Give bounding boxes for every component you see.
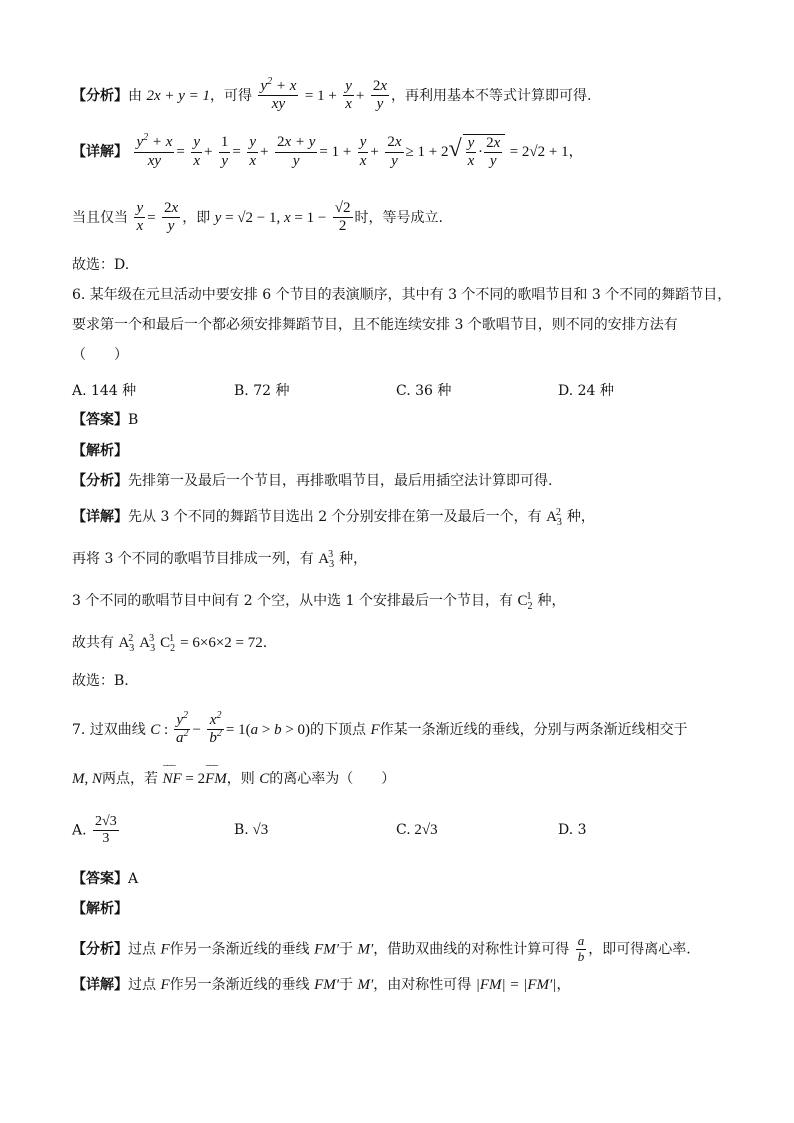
q6-paren: （ ） [72,347,128,363]
analysis-label: 【分析】 [72,87,128,104]
q5-analysis-line: 【分析】由 2x + y = 1，可得 $\frac{y^2 + x}{xy}$ = 1 + $\frac{y}{x}$ + $\frac{2x}{y}$ ，再利用基本不等式计算即可得. [72,76,592,113]
q6-option-a: A. 144 种 [72,383,137,399]
q7-option-a: A. $\frac{2√3}{3}$ [72,814,117,847]
q7-option-d: D. 3 [558,822,587,838]
q6-option-c: C. 36 种 [396,383,452,399]
q6-option-b: B. 72 种 [234,383,290,399]
q6-jiexi-label: 【解析】 [72,443,128,459]
q7-stem-1: 7. 过双曲线 C : $\frac{y^2}{a^2}$ − $\frac{x^2}{b^2}$ = 1(a > b > 0)的下顶点 F作某一条渐近线的垂线，分别与两条渐近线相交于 [72,710,688,747]
q6-answer: B [128,412,139,428]
detail-label: 【详解】 [72,144,128,161]
q7-option-c: C. 2√3 [396,822,438,838]
q7-jiexi-label: 【解析】 [72,901,128,917]
q7-analysis-line: 【分析】过点 F作另一条渐近线的垂线 FM′于 M′，借助双曲线的对称性计算可得 $\frac{a}{b}$ ，即可得离心率. [72,933,691,964]
q6-detail-4: 故共有 $A_3^2$ $A_3^3$ $C_2^1 = 6\times 6\times 2 = 72$. [72,633,268,654]
q6-stem-1: 6. 某年级在元旦活动中要安排 6 个节目的表演顺序，其中有 3 个不同的歌唱节目和 3 个不同的舞蹈节目， [72,287,732,303]
q6-answer-line [72,411,138,429]
q7-option-b: B. √3 [234,822,269,838]
q6-choose: 故选：B. [72,673,129,689]
q6-stem-2: 要求第一个和最后一个都必须安排舞蹈节目，且不能连续安排 3 个歌唱节目，则不同的安排方法有 [72,317,678,333]
q6-analysis-line: 【分析】先排第一及最后一个节目，再排歌唱节目，最后用插空法计算即可得. [72,473,553,489]
q6-detail-1: 【详解】先从 3 个不同的舞蹈节目选出 2 个分别安排在第一及最后一个，有 $A_3^2$ 种， [72,507,595,528]
q6-option-d: D. 24 种 [558,383,614,399]
q7-detail-line: 【详解】过点 F作另一条渐近线的垂线 FM′于 M′，由对称性可得 |FM| = |FM′|， [72,977,571,993]
q7-stem-2: M, N两点，若 ⌣⌣⌣ NF = 2⌣⌣⌣ FM，则 C的离心率为（ ） [72,770,395,790]
formula: 2x + y = 1 [146,87,211,104]
q5-condition-line: 当且仅当 $\frac{y}{x}$ = $\frac{2x}{y}$ ，即 y = √2 − 1, x = 1 − $\frac{√2}{2}$ 时，等号成立. [72,200,443,235]
q6-detail-3: 3 个不同的歌唱节目中间有 2 个空，从中选 1 个安排最后一个节目，有 $C_2^1$ 种， [72,591,566,612]
q6-detail-2: 再将 3 个不同的歌唱节目排成一列，有 $A_3^3$ 种， [72,549,368,570]
q7-answer-line: 【答案】A [72,871,139,887]
q5-choose: 故选：D. [72,257,130,273]
q5-detail-line: 【详解】 $\frac{y^2 + x}{xy}$ = $\frac{y}{x}$ + $\frac{1}{y}$ = $\frac{y}{x}$ + $\frac{2x + y}{y}$ = 1 + $\frac{y}{x}$ + $\frac{2x}{y}$ ≥ 1 + 2√ $\frac{y}{x}$ · $\frac{2x}{y}$ = 2√2 + 1， [72,132,583,170]
q7-answer: A [128,871,139,887]
answer-label: 【答案】 [72,412,128,428]
